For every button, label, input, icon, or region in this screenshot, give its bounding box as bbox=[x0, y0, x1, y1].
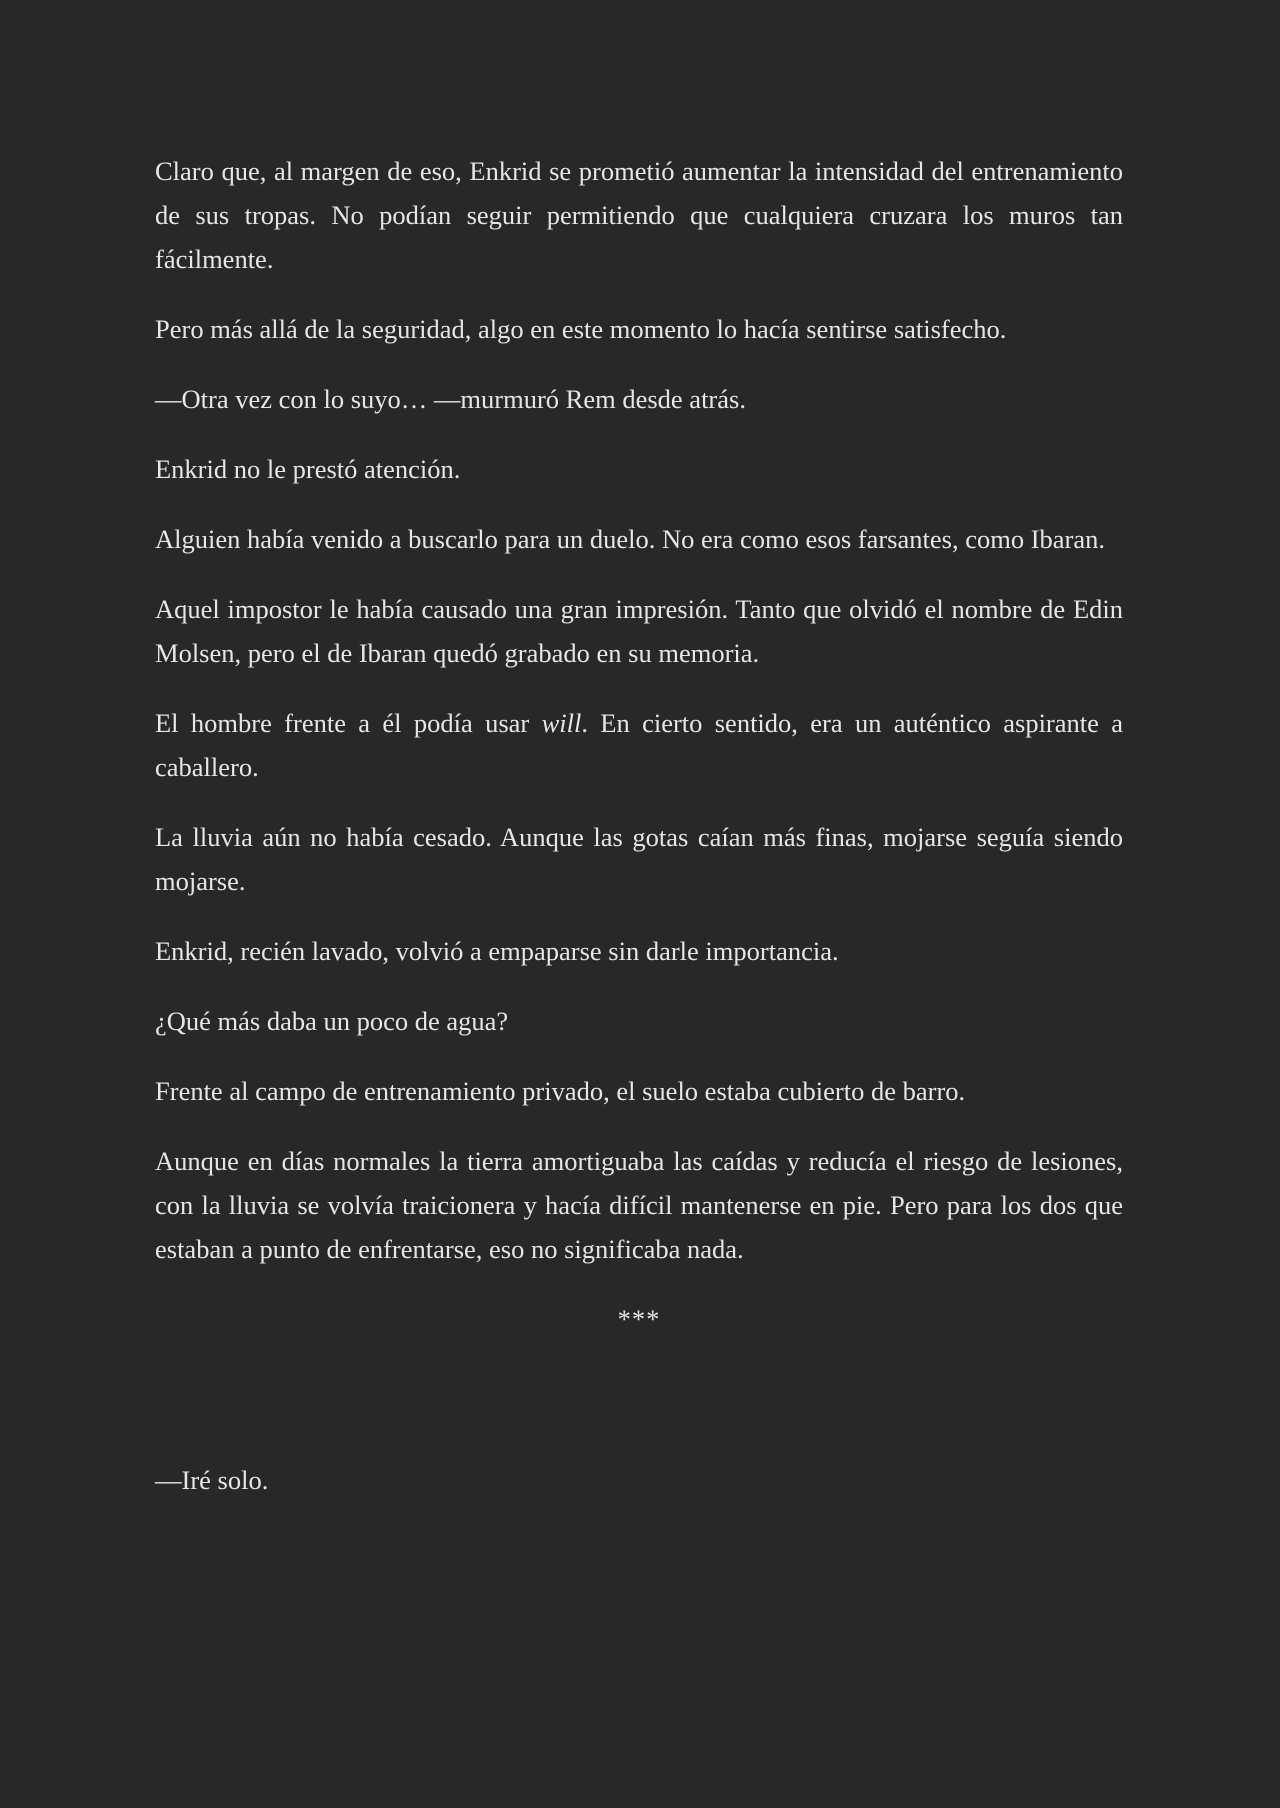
italic-term: will bbox=[541, 708, 582, 738]
chapter-text bbox=[155, 149, 1123, 1528]
paragraph: —Otra vez con lo suyo… —murmuró Rem desde atrás. bbox=[155, 384, 746, 414]
paragraph: Claro que, al margen de eso, Enkrid se prometió aumentar la intensidad del entrenamiento de sus tropas. No podían seguir permitiendo que cualquiera cruzara los muros tan fácilmente. bbox=[155, 156, 1123, 274]
paragraph: Frente al campo de entrenamiento privado, el suelo estaba cubierto de barro. bbox=[155, 1076, 966, 1106]
paragraph: Aunque en días normales la tierra amortiguaba las caídas y reducía el riesgo de lesiones, con la lluvia se volvía traicionera y hacía difícil mantenerse en pie. Pero para los dos que estaban a punto de enfrentarse, eso no significaba nada. bbox=[155, 1146, 1123, 1264]
paragraph: ¿Qué más daba un poco de agua? bbox=[155, 1006, 509, 1036]
paragraph: Alguien había venido a buscarlo para un duelo. No era como esos farsantes, como Ibaran. bbox=[155, 524, 1105, 554]
paragraph: Enkrid, recién lavado, volvió a empaparse sin darle importancia. bbox=[155, 936, 839, 966]
paragraph: Aquel impostor le había causado una gran impresión. Tanto que olvidó el nombre de Edin Molsen, pero el de Ibaran quedó grabado en su memoria. bbox=[155, 594, 1123, 668]
paragraph: La lluvia aún no había cesado. Aunque las gotas caían más finas, mojarse seguía siendo mojarse. bbox=[155, 822, 1123, 896]
paragraph-text-before: El hombre frente a él podía usar bbox=[155, 708, 542, 738]
paragraph: Pero más allá de la seguridad, algo en este momento lo hacía sentirse satisfecho. bbox=[155, 314, 1007, 344]
closing-line: —Iré solo. bbox=[155, 1465, 269, 1495]
paragraph-with-italic bbox=[155, 701, 1123, 789]
paragraph-text-after: . En cierto sentido, era un auténtico aspirante a caballero. bbox=[155, 708, 1123, 782]
paragraph: Enkrid no le prestó atención. bbox=[155, 454, 461, 484]
scene-break: *** bbox=[617, 1304, 661, 1334]
